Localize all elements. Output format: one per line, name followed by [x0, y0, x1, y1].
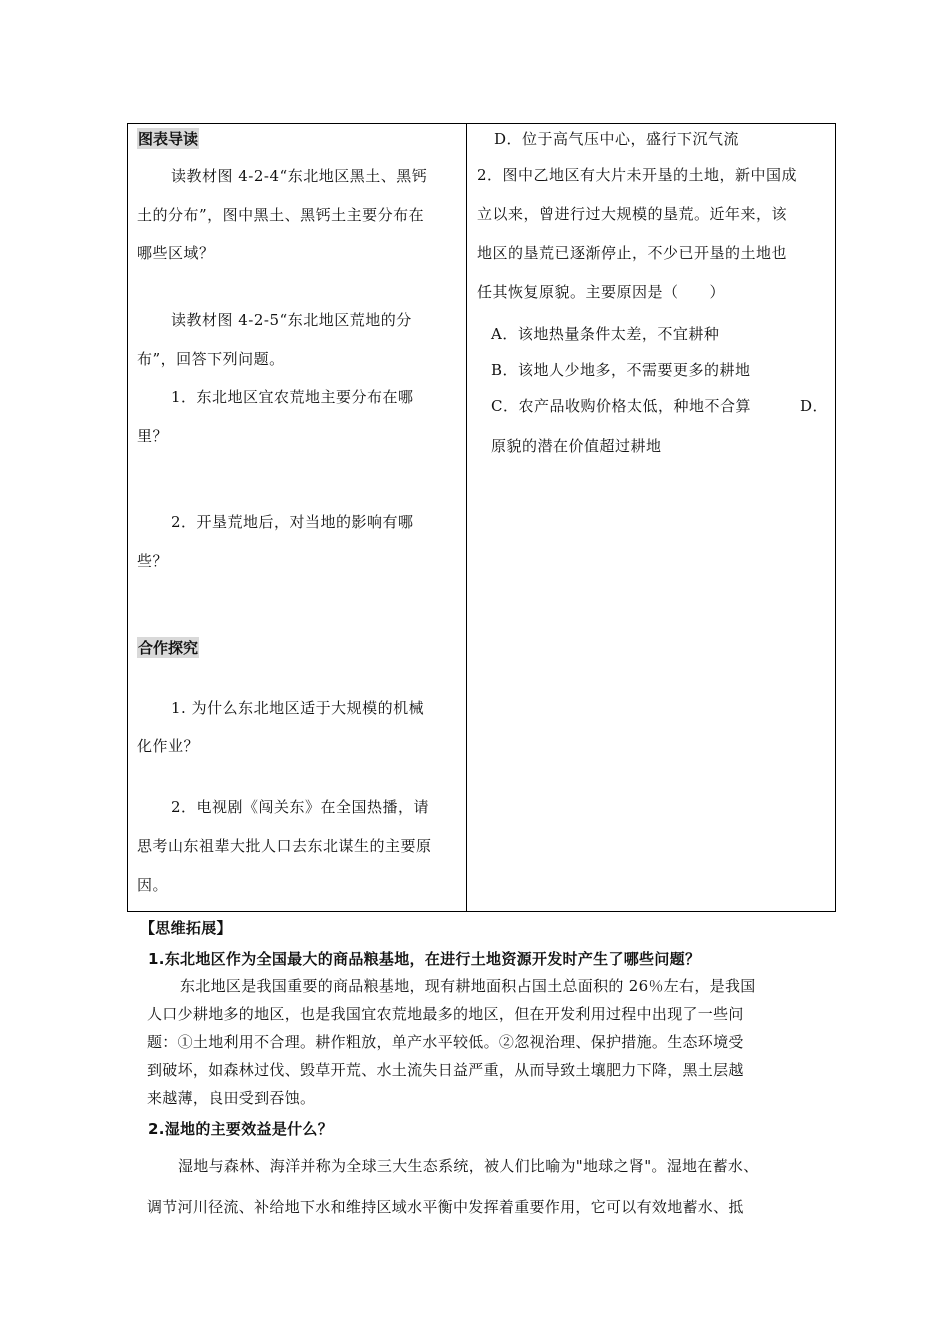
- question-line: 2．电视剧《闯关东》在全国热播，请: [171, 798, 430, 816]
- answer-line: 来越薄，良田受到吞蚀。: [147, 1089, 316, 1107]
- answer-line: 调节河川径流、补给地下水和维持区域水平衡中发挥着重要作用，它可以有效地蓄水、抵: [147, 1198, 744, 1216]
- option-line: D．位于高气压中心，盛行下沉气流: [494, 130, 740, 148]
- extension-title: 【思维拓展】: [140, 919, 232, 937]
- question-line: 任其恢复原貌。主要原因是（ ）: [477, 283, 726, 301]
- option-b: B．该地人少地多，不需要更多的耕地: [491, 361, 751, 379]
- left-cell: [128, 124, 467, 912]
- answer-line: 题：①土地利用不合理。耕作粗放，单产水平较低。②忽视治理、保护措施。生态环境受: [147, 1033, 744, 1051]
- answer-line: 东北地区是我国重要的商品粮基地，现有耕地面积占国土总面积的 26％左右，是我国: [180, 977, 756, 995]
- answer-line: 湿地与森林、海洋并称为全球三大生态系统，被人们比喻为"地球之肾"。湿地在蓄水、: [178, 1157, 759, 1175]
- text-line: 土的分布”，图中黑土、黑钙土主要分布在: [137, 206, 425, 224]
- extension-question-1: 1.东北地区作为全国最大的商品粮基地，在进行土地资源开发时产生了哪些问题？: [148, 950, 701, 968]
- section-heading-cooperation: 合作探究: [138, 639, 199, 657]
- question-line: 2．开垦荒地后，对当地的影响有哪: [171, 513, 414, 531]
- text-line: 读教材图 4-2-4“东北地区黑土、黑钙: [171, 167, 428, 185]
- question-line: 立以来，曾进行过大规模的垦荒。近年来，该: [477, 205, 788, 223]
- section-heading-chart-reading: 图表导读: [138, 130, 199, 148]
- option-d: 原貌的潜在价值超过耕地: [491, 437, 662, 455]
- text-line: 布”，回答下列问题。: [137, 350, 285, 368]
- option-c: C．农产品收购价格太低，种地不合算: [491, 397, 751, 415]
- text-line: 读教材图 4-2-5“东北地区荒地的分: [171, 311, 412, 329]
- text-line: 哪些区域？: [137, 244, 215, 262]
- question-line: 思考山东祖辈大批人口去东北谋生的主要原: [137, 837, 432, 855]
- extension-question-2: 2.湿地的主要效益是什么？: [148, 1120, 334, 1138]
- worksheet-table: [127, 123, 836, 912]
- question-line: 2．图中乙地区有大片未开垦的土地，新中国成: [477, 166, 798, 184]
- option-a: A．该地热量条件太差，不宜耕种: [491, 325, 720, 343]
- question-line: 1．东北地区宜农荒地主要分布在哪: [171, 388, 414, 406]
- answer-line: 到破坏，如森林过伐、毁草开荒、水土流失日益严重，从而导致土壤肥力下降，黑土层越: [147, 1061, 744, 1079]
- question-line: 1. 为什么东北地区适于大规模的机械: [171, 699, 425, 717]
- question-line: 化作业？: [137, 737, 200, 755]
- answer-line: 人口少耕地多的地区，也是我国宜农荒地最多的地区，但在开发利用过程中出现了一些问: [147, 1005, 744, 1023]
- question-line: 因。: [137, 876, 169, 894]
- question-line: 些？: [137, 552, 169, 570]
- right-cell: [467, 124, 836, 912]
- option-d-label: D．: [800, 397, 829, 415]
- question-line: 里？: [137, 427, 169, 445]
- question-line: 地区的垦荒已逐渐停止，不少已开垦的土地也: [477, 244, 788, 262]
